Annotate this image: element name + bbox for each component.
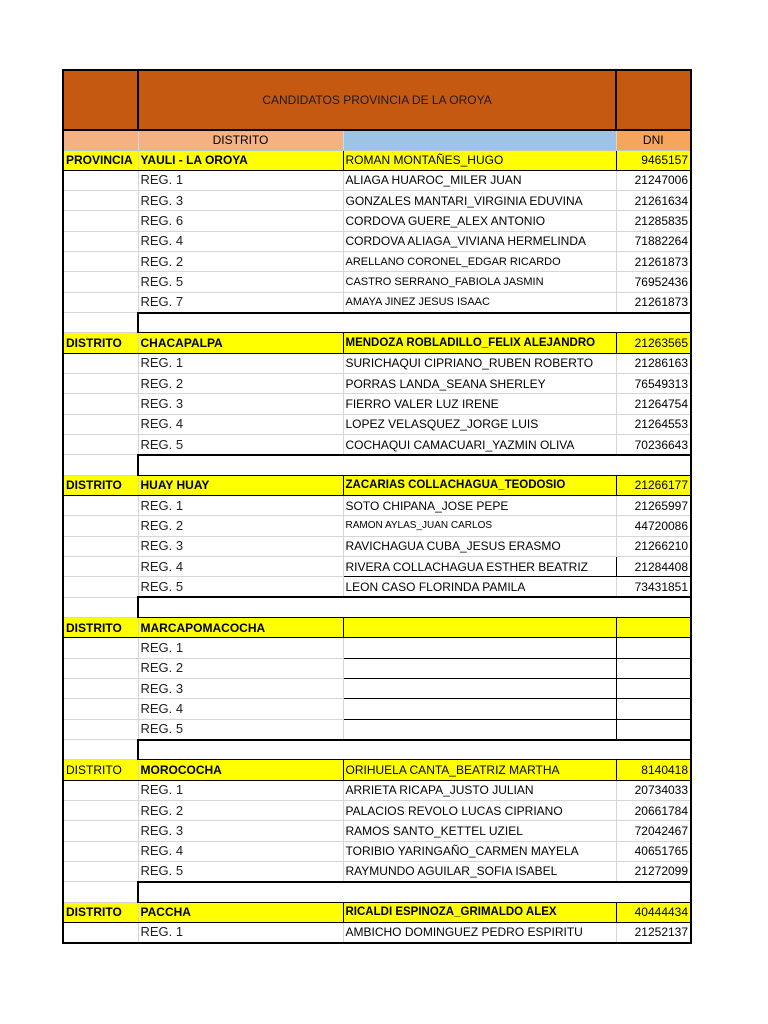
empty-cell (63, 801, 138, 821)
empty-cell (63, 841, 138, 861)
regidor-dni: 76952436 (616, 272, 691, 292)
regidor-dni: 21252137 (616, 922, 691, 942)
district-head-row (63, 333, 691, 353)
regidor-row (63, 252, 691, 272)
regidor-name: GONZALES MANTARI_VIRGINIA EDUVINA (343, 191, 616, 211)
empty-cell (63, 191, 138, 211)
empty-cell (63, 374, 138, 394)
regidor-cargo: REG. 3 (138, 394, 343, 414)
empty-cell (63, 861, 138, 881)
regidor-name (343, 719, 616, 739)
empty-cell (63, 699, 138, 719)
regidor-cargo: REG. 5 (138, 861, 343, 881)
empty-cell (63, 882, 138, 902)
page-title: CANDIDATOS PROVINCIA DE LA OROYA (138, 70, 616, 130)
regidor-dni: 21272099 (616, 861, 691, 881)
title-corner-right (616, 70, 691, 130)
regidor-name: RAMOS SANTO_KETTEL UZIEL (343, 821, 616, 841)
empty-cell (138, 597, 691, 617)
regidor-name: PALACIOS REVOLO LUCAS CIPRIANO (343, 801, 616, 821)
empty-cell (63, 231, 138, 251)
regidor-name: RAMON AYLAS_JUAN CARLOS (343, 516, 616, 536)
head-candidate-dni: 8140418 (616, 760, 691, 780)
column-header-blank (63, 130, 138, 150)
regidor-cargo: REG. 3 (138, 679, 343, 699)
regidor-row (63, 780, 691, 800)
column-header-candidate (343, 130, 616, 150)
section-level-label: DISTRITO (63, 760, 138, 780)
empty-cell (138, 455, 691, 475)
regidor-dni: 40651765 (616, 841, 691, 861)
regidor-name: SOTO CHIPANA_JOSE PEPE (343, 496, 616, 516)
regidor-row (63, 414, 691, 434)
regidor-row (63, 658, 691, 678)
empty-cell (138, 882, 691, 902)
regidor-row (63, 557, 691, 577)
regidor-cargo: REG. 5 (138, 577, 343, 597)
regidor-name: ARELLANO CORONEL_EDGAR RICARDO (343, 252, 616, 272)
regidor-cargo: REG. 1 (138, 170, 343, 190)
regidor-cargo: REG. 5 (138, 719, 343, 739)
regidor-name: FIERRO VALER LUZ IRENE (343, 394, 616, 414)
regidor-row (63, 821, 691, 841)
section-level-label: DISTRITO (63, 902, 138, 922)
regidor-dni: 21247006 (616, 170, 691, 190)
empty-cell (138, 740, 691, 760)
regidor-name: RIVERA COLLACHAGUA ESTHER BEATRIZ (343, 557, 616, 577)
regidor-cargo: REG. 4 (138, 231, 343, 251)
head-candidate-dni (616, 618, 691, 638)
section-level-label: PROVINCIA (63, 150, 138, 170)
empty-cell (63, 557, 138, 577)
regidor-row (63, 801, 691, 821)
regidor-dni: 70236643 (616, 435, 691, 455)
head-candidate-name: RICALDI ESPINOZA_GRIMALDO ALEX (343, 902, 616, 922)
head-candidate-name: ROMAN MONTAÑES_HUGO (343, 150, 616, 170)
regidor-dni: 73431851 (616, 577, 691, 597)
regidor-cargo: REG. 6 (138, 211, 343, 231)
section-level-label: DISTRITO (63, 618, 138, 638)
regidor-dni: 21261634 (616, 191, 691, 211)
district-head-row (63, 618, 691, 638)
regidor-cargo: REG. 4 (138, 841, 343, 861)
regidor-dni (616, 679, 691, 699)
district-head-row (63, 902, 691, 922)
regidor-row (63, 353, 691, 373)
regidor-name: LOPEZ VELASQUEZ_JORGE LUIS (343, 414, 616, 434)
regidor-dni (616, 699, 691, 719)
section-name: MARCAPOMACOCHA (138, 618, 343, 638)
empty-cell (63, 821, 138, 841)
regidor-row (63, 191, 691, 211)
regidor-row (63, 699, 691, 719)
regidor-row (63, 638, 691, 658)
regidor-name: ALIAGA HUAROC_MILER JUAN (343, 170, 616, 190)
regidor-name (343, 658, 616, 678)
regidor-name: RAYMUNDO AGUILAR_SOFIA ISABEL (343, 861, 616, 881)
regidor-row (63, 170, 691, 190)
regidor-dni: 20734033 (616, 780, 691, 800)
regidor-dni: 76549313 (616, 374, 691, 394)
regidor-dni: 21266210 (616, 536, 691, 556)
regidor-name: PORRAS LANDA_SEANA SHERLEY (343, 374, 616, 394)
regidor-dni: 21264754 (616, 394, 691, 414)
regidor-cargo: REG. 3 (138, 191, 343, 211)
section-name: YAULI - LA OROYA (138, 150, 343, 170)
regidor-cargo: REG. 2 (138, 658, 343, 678)
section-level-label: DISTRITO (63, 333, 138, 353)
regidor-name: AMAYA JINEZ JESUS ISAAC (343, 292, 616, 312)
regidor-name: TORIBIO YARINGAÑO_CARMEN MAYELA (343, 841, 616, 861)
section-name: CHACAPALPA (138, 333, 343, 353)
section-level-label: DISTRITO (63, 475, 138, 495)
regidor-name: AMBICHO DOMINGUEZ PEDRO ESPIRITU (343, 922, 616, 942)
separator-row (63, 740, 691, 760)
regidor-cargo: REG. 1 (138, 353, 343, 373)
regidor-row (63, 211, 691, 231)
regidor-row (63, 435, 691, 455)
regidor-dni: 20661784 (616, 801, 691, 821)
regidor-cargo: REG. 4 (138, 557, 343, 577)
regidor-row (63, 679, 691, 699)
empty-cell (63, 252, 138, 272)
separator-row (63, 882, 691, 902)
regidor-cargo: REG. 4 (138, 699, 343, 719)
empty-cell (63, 435, 138, 455)
empty-cell (63, 394, 138, 414)
empty-cell (63, 638, 138, 658)
empty-cell (63, 922, 138, 942)
empty-cell (63, 577, 138, 597)
district-head-row (63, 760, 691, 780)
regidor-dni (616, 658, 691, 678)
regidor-row (63, 292, 691, 312)
regidor-cargo: REG. 2 (138, 801, 343, 821)
regidor-name: SURICHAQUI CIPRIANO_RUBEN ROBERTO (343, 353, 616, 373)
regidor-cargo: REG. 4 (138, 414, 343, 434)
empty-cell (63, 272, 138, 292)
regidor-row (63, 577, 691, 597)
regidor-name: CORDOVA GUERE_ALEX ANTONIO (343, 211, 616, 231)
regidor-row (63, 922, 691, 942)
empty-cell (63, 313, 138, 333)
regidor-dni: 21261873 (616, 292, 691, 312)
head-candidate-name: MENDOZA ROBLADILLO_FELIX ALEJANDRO (343, 333, 616, 353)
regidor-cargo: REG. 2 (138, 374, 343, 394)
title-row (63, 70, 691, 130)
regidor-dni: 72042467 (616, 821, 691, 841)
empty-cell (63, 292, 138, 312)
column-header-dni: DNI (616, 130, 691, 150)
title-corner-left (63, 70, 138, 130)
regidor-cargo: REG. 1 (138, 922, 343, 942)
empty-cell (63, 740, 138, 760)
regidor-dni: 21264553 (616, 414, 691, 434)
empty-cell (63, 719, 138, 739)
head-candidate-name: ORIHUELA CANTA_BEATRIZ MARTHA (343, 760, 616, 780)
regidor-name (343, 638, 616, 658)
section-name: MOROCOCHA (138, 760, 343, 780)
column-header-row (63, 130, 691, 150)
regidor-row (63, 496, 691, 516)
regidor-dni: 21265997 (616, 496, 691, 516)
empty-cell (63, 353, 138, 373)
empty-cell (63, 455, 138, 475)
empty-cell (63, 414, 138, 434)
regidor-cargo: REG. 5 (138, 435, 343, 455)
regidor-cargo: REG. 3 (138, 821, 343, 841)
regidor-row (63, 374, 691, 394)
empty-cell (138, 313, 691, 333)
separator-row (63, 597, 691, 617)
regidor-cargo: REG. 2 (138, 516, 343, 536)
head-candidate-name (343, 618, 616, 638)
regidor-row (63, 231, 691, 251)
section-name: HUAY HUAY (138, 475, 343, 495)
regidor-row (63, 516, 691, 536)
regidor-dni: 21285835 (616, 211, 691, 231)
section-name: PACCHA (138, 902, 343, 922)
regidor-row (63, 861, 691, 881)
empty-cell (63, 516, 138, 536)
column-header-distrito: DISTRITO (138, 130, 343, 150)
regidor-row (63, 394, 691, 414)
empty-cell (63, 496, 138, 516)
empty-cell (63, 679, 138, 699)
empty-cell (63, 658, 138, 678)
regidor-dni: 44720086 (616, 516, 691, 536)
regidor-dni: 21261873 (616, 252, 691, 272)
regidor-dni (616, 719, 691, 739)
regidor-name (343, 679, 616, 699)
regidor-name: LEON CASO FLORINDA PAMILA (343, 577, 616, 597)
regidor-name: COCHAQUI CAMACUARI_YAZMIN OLIVA (343, 435, 616, 455)
province-head-row (63, 150, 691, 170)
regidor-name: CORDOVA ALIAGA_VIVIANA HERMELINDA (343, 231, 616, 251)
head-candidate-name: ZACARIAS COLLACHAGUA_TEODOSIO (343, 475, 616, 495)
empty-cell (63, 536, 138, 556)
regidor-dni: 21286163 (616, 353, 691, 373)
regidor-cargo: REG. 1 (138, 780, 343, 800)
empty-cell (63, 780, 138, 800)
empty-cell (63, 597, 138, 617)
regidor-cargo: REG. 7 (138, 292, 343, 312)
separator-row (63, 455, 691, 475)
separator-row (63, 313, 691, 333)
regidor-row (63, 719, 691, 739)
regidor-cargo: REG. 1 (138, 496, 343, 516)
regidor-name: RAVICHAGUA CUBA_JESUS ERASMO (343, 536, 616, 556)
head-candidate-dni: 21266177 (616, 475, 691, 495)
head-candidate-dni: 9465157 (616, 150, 691, 170)
regidor-cargo: REG. 1 (138, 638, 343, 658)
head-candidate-dni: 21263565 (616, 333, 691, 353)
regidor-cargo: REG. 3 (138, 536, 343, 556)
regidor-row (63, 536, 691, 556)
regidor-row (63, 272, 691, 292)
empty-cell (63, 211, 138, 231)
regidor-cargo: REG. 2 (138, 252, 343, 272)
district-head-row (63, 475, 691, 495)
regidor-dni: 71882264 (616, 231, 691, 251)
regidor-cargo: REG. 5 (138, 272, 343, 292)
regidor-name: ARRIETA RICAPA_JUSTO JULIAN (343, 780, 616, 800)
candidates-sheet (62, 69, 692, 944)
regidor-name: CASTRO SERRANO_FABIOLA JASMIN (343, 272, 616, 292)
regidor-name (343, 699, 616, 719)
empty-cell (63, 170, 138, 190)
regidor-dni: 21284408 (616, 557, 691, 577)
regidor-row (63, 841, 691, 861)
regidor-dni (616, 638, 691, 658)
head-candidate-dni: 40444434 (616, 902, 691, 922)
